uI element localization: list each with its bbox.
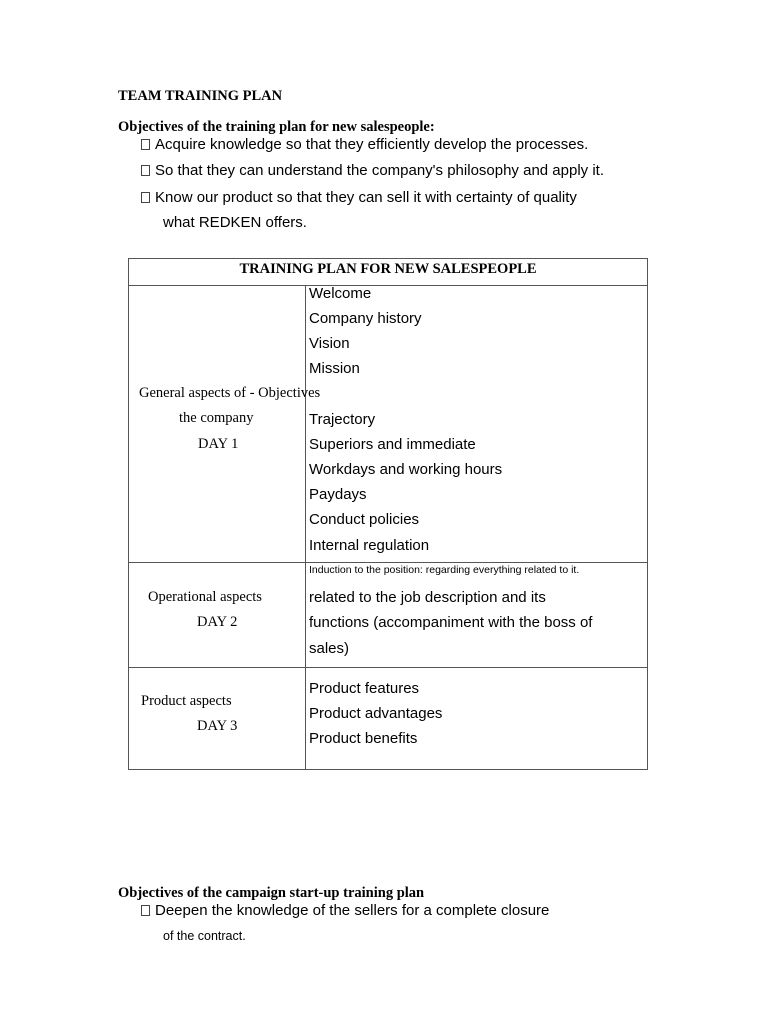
table-divider (129, 562, 647, 563)
bullet-box-icon (141, 192, 150, 203)
campaign-continuation: of the contract. (163, 929, 246, 943)
objectives-heading: Objectives of the training plan for new salespeople: (118, 119, 435, 135)
row2-line: sales) (309, 640, 350, 657)
row1-day: DAY 1 (198, 436, 239, 452)
list-item: Product benefits (309, 730, 418, 747)
list-item: Mission (309, 360, 360, 377)
table-column-divider (305, 285, 306, 769)
objective-text: Acquire knowledge so that they efficiently develop the processes. (155, 136, 589, 153)
row3-day: DAY 3 (197, 718, 238, 734)
row2-line: functions (accompaniment with the boss of (309, 614, 593, 631)
campaign-bullet-text: Deepen the knowledge of the sellers for a complete closure (155, 902, 550, 919)
bullet-box-icon (141, 139, 150, 150)
list-item: Vision (309, 335, 350, 352)
campaign-heading: Objectives of the campaign start-up training plan (118, 885, 425, 901)
list-item: Workdays and working hours (309, 461, 503, 478)
row3-category: Product aspects (141, 693, 232, 709)
objective-bullet-3 (141, 189, 577, 206)
row1-category-line2: the company (179, 410, 254, 426)
objective-text: Know our product so that they can sell it with certainty of quality (155, 189, 577, 206)
campaign-bullet (141, 902, 549, 919)
list-item: Conduct policies (309, 511, 420, 528)
list-item: Paydays (309, 486, 367, 503)
list-item: Superiors and immediate (309, 436, 476, 453)
list-item: Internal regulation (309, 537, 430, 554)
objective-bullet-2 (141, 162, 604, 179)
row2-note: Induction to the position: regarding everything related to it. (309, 564, 580, 576)
training-plan-table (128, 258, 648, 770)
list-item: Welcome (309, 285, 372, 302)
table-title: TRAINING PLAN FOR NEW SALESPEOPLE (239, 261, 537, 277)
row2-line: related to the job description and its (309, 589, 546, 606)
objective-bullet-1 (141, 136, 588, 153)
list-item: Company history (309, 310, 422, 327)
table-divider (129, 285, 647, 286)
list-item: Product advantages (309, 705, 443, 722)
row1-category-line1: General aspects of - Objectives (139, 385, 321, 401)
table-divider (129, 667, 647, 668)
list-item: Product features (309, 680, 420, 697)
objective-text: So that they can understand the company's philosophy and apply it. (155, 162, 604, 179)
row2-category: Operational aspects (148, 589, 262, 605)
row2-day: DAY 2 (197, 614, 238, 630)
list-item: Trajectory (309, 411, 376, 428)
bullet-box-icon (141, 165, 150, 176)
document-title: TEAM TRAINING PLAN (118, 88, 283, 104)
objective-continuation: what REDKEN offers. (163, 214, 307, 231)
bullet-box-icon (141, 905, 150, 916)
